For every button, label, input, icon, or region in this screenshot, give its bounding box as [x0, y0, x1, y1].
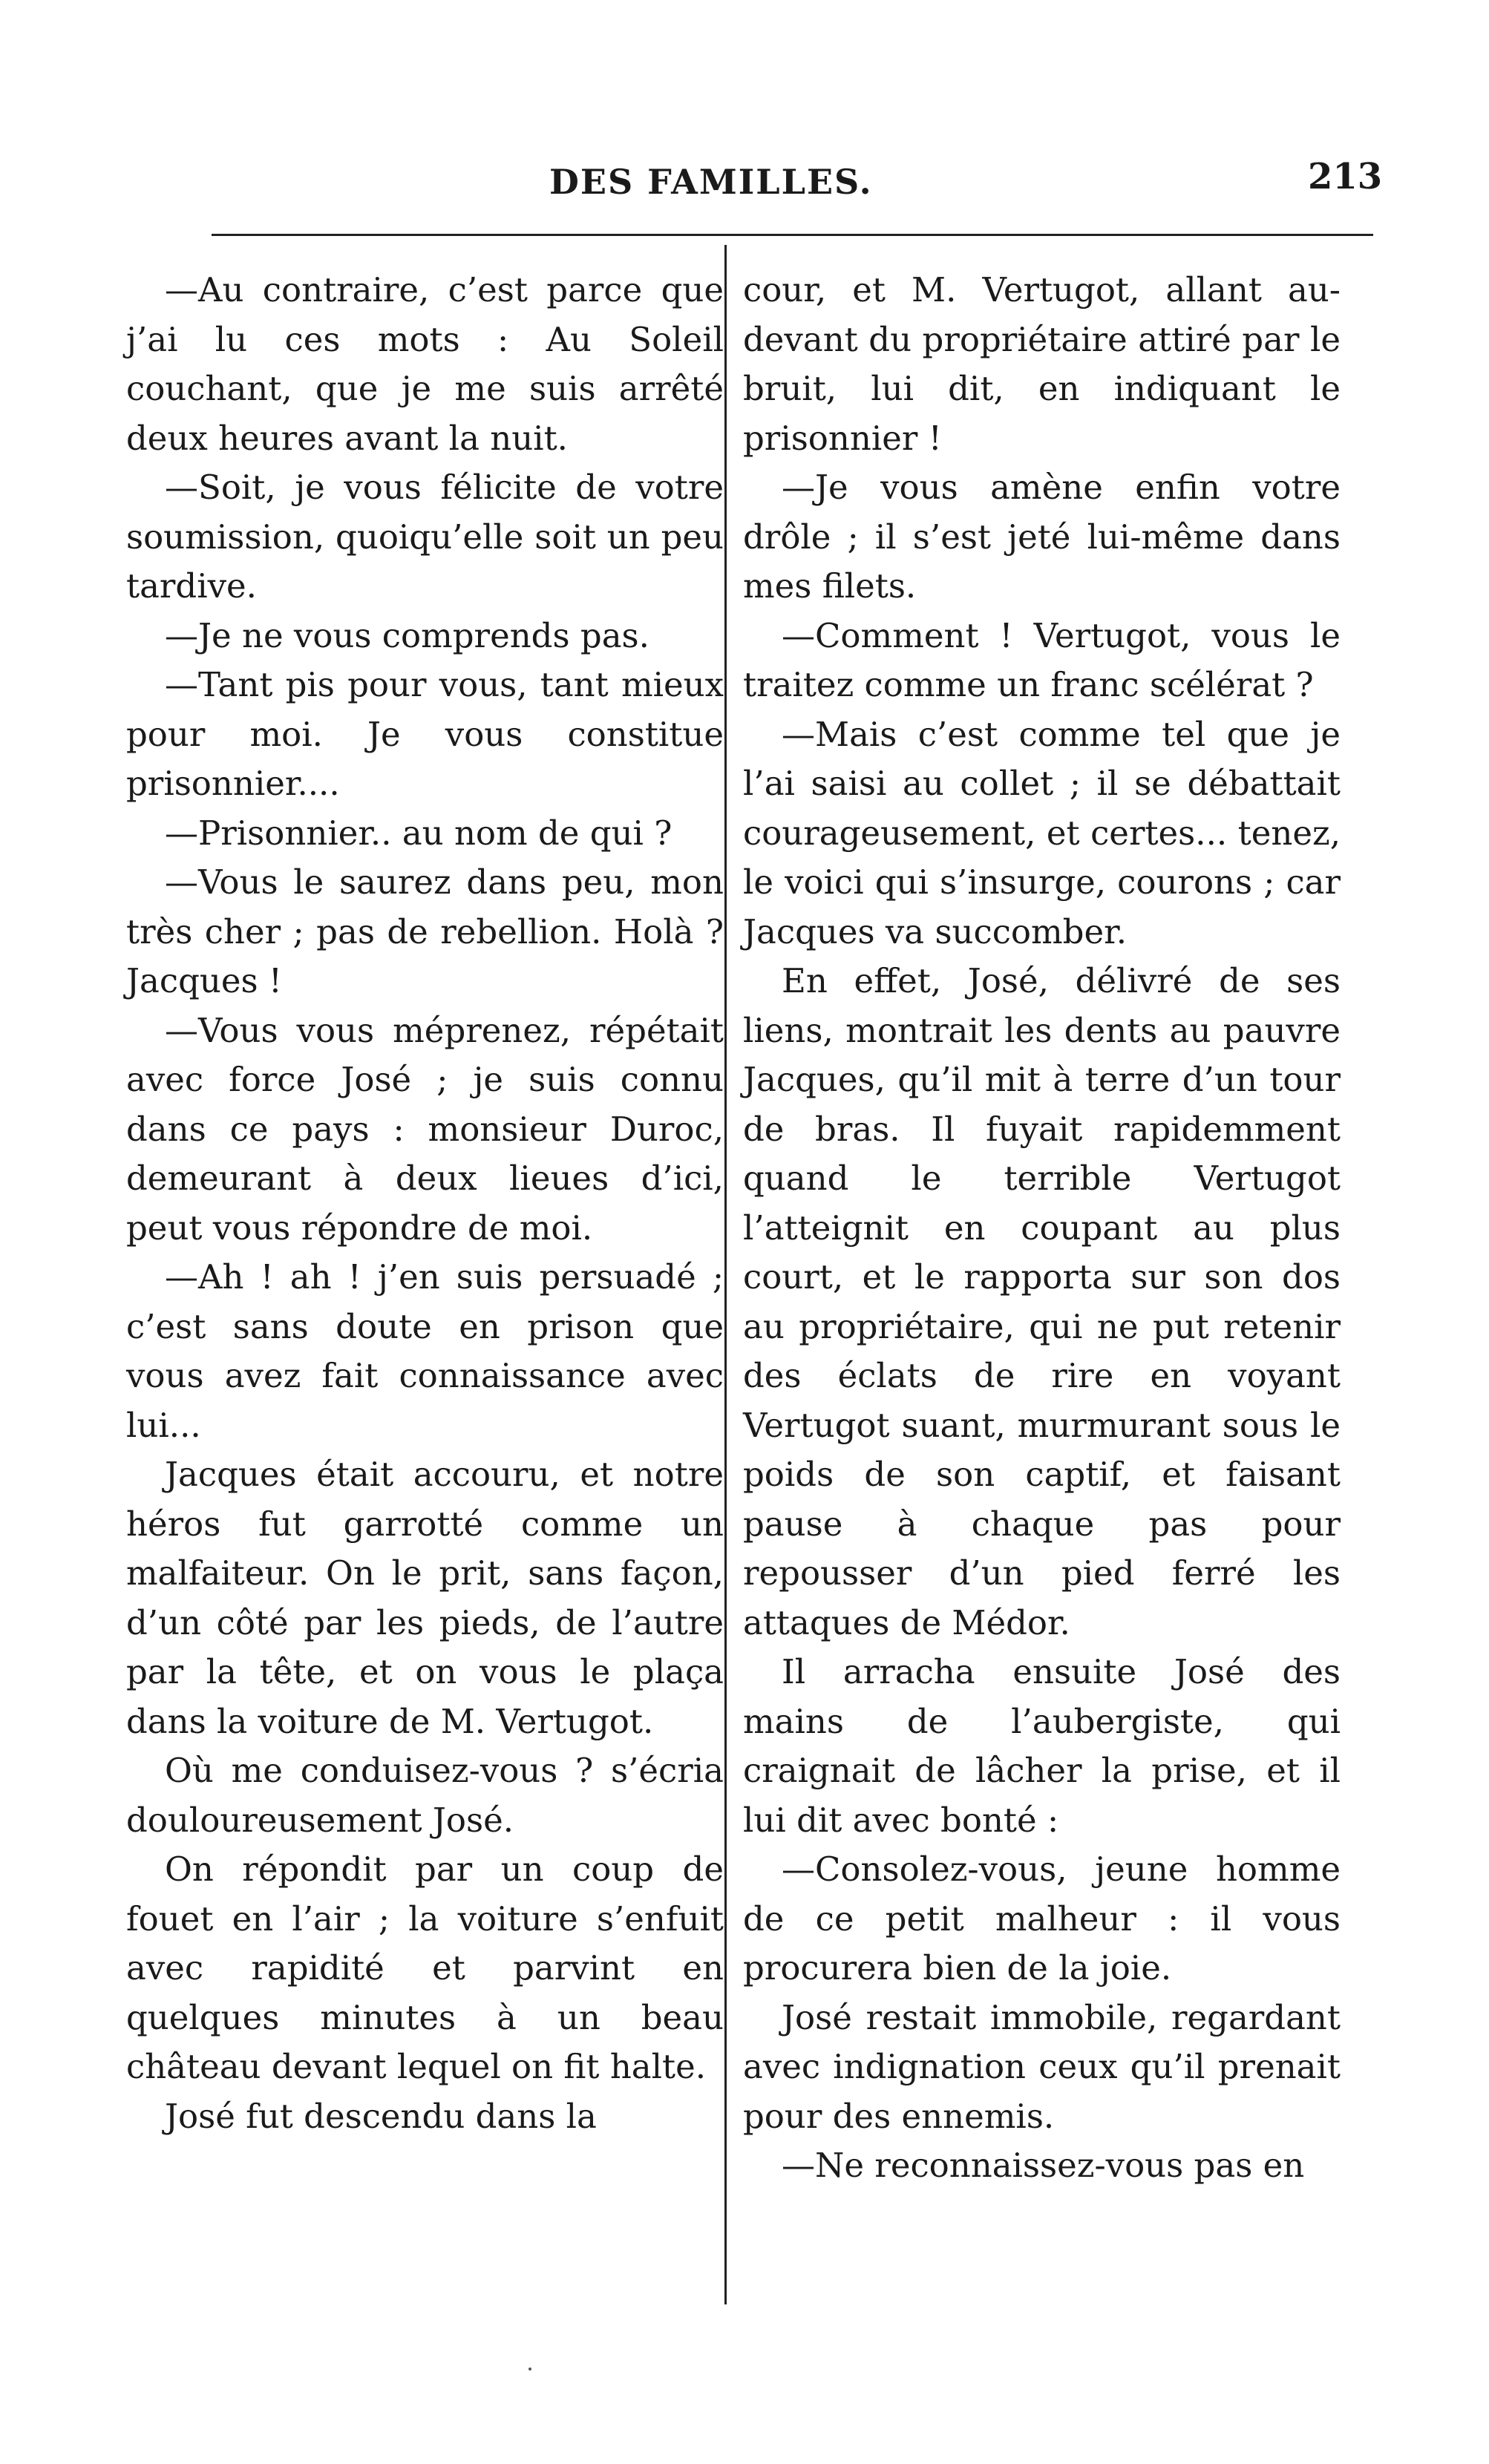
paragraph: —Prisonnier.. au nom de qui ? [165, 813, 672, 853]
paragraph: Où me conduisez-vous ? s’écria douloureusement José. [126, 1751, 724, 1840]
paragraph: —Soit, je vous félicite de votre soumission, quoiqu’elle soit un peu tardive. [126, 468, 724, 606]
header-rule [212, 234, 1373, 236]
paragraph: —Au contraire, c’est parce que j’ai lu ces mots : Au Soleil couchant, que je me suis arrêté deux heures avant la nuit. [126, 270, 724, 458]
paragraph: On répondit par un coup de fouet en l’air ; la voiture s’enfuit avec rapidité et parvint en quelques minutes à un beau château devant lequel on fit halte. [126, 1849, 724, 2086]
running-title: DES FAMILLES. [549, 162, 873, 202]
paragraph: —Consolez-vous, jeune homme de ce petit malheur : il vous procurera bien de la joie. [743, 1849, 1341, 1988]
paragraph: cour, et M. Vertugot, allant au-devant du propriétaire attiré par le bruit, lui dit, en indiquant le prisonnier ! [743, 270, 1341, 458]
paragraph: —Ah ! ah ! j’en suis persuadé ; c’est sans doute en prison que vous avez fait connaissance avec lui... [126, 1257, 724, 1445]
paragraph: —Vous vous méprenez, répétait avec force José ; je suis connu dans ce pays : monsieur Duroc, demeurant à deux lieues d’ici, peut vous répondre de moi. [126, 1010, 724, 1248]
paragraph: —Ne reconnaissez-vous pas en [782, 2146, 1305, 2185]
page-number: 213 [1308, 156, 1383, 197]
paragraph: —Vous le saurez dans peu, mon très cher ; pas de rebellion. Holà ? Jacques ! [126, 862, 724, 1000]
paragraph: —Je vous amène enfin votre drôle ; il s’est jeté lui-même dans mes filets. [743, 468, 1341, 606]
paragraph: —Mais c’est comme tel que je l’ai saisi au collet ; il se débattait courageusement, et certes... tenez, le voici qui s’insurge, courons ; car Jacques va succomber. [743, 714, 1341, 951]
paragraph: José fut descendu dans la [165, 2096, 597, 2136]
paper-speck [528, 2368, 531, 2370]
right-column [743, 266, 1341, 2191]
column-divider [724, 245, 727, 2304]
paragraph: José restait immobile, regardant avec indignation ceux qu’il prenait pour des ennemis. [743, 1997, 1341, 2136]
paragraph: —Tant pis pour vous, tant mieux pour moi. Je vous constitue prisonnier.... [126, 665, 724, 803]
paragraph: Jacques était accouru, et notre héros fut garrotté comme un malfaiteur. On le prit, sans façon, d’un côté par les pieds, de l’autre par la tête, et on vous le plaça dans la voiture de M. Vertugot. [126, 1455, 724, 1741]
left-column [126, 266, 724, 2141]
paragraph: En effet, José, délivré de ses liens, montrait les dents au pauvre Jacques, qu’il mit à terre d’un tour de bras. Il fuyait rapidemment quand le terrible Vertugot l’atteignit en coupant au plus court, et le rapporta sur son dos au propriétaire, qui ne put retenir des éclats de rire en voyant Vertugot suant, murmurant sous le poids de son captif, et faisant pause à chaque pas pour repousser d’un pied ferré les attaques de Médor. [743, 961, 1341, 1642]
paragraph: —Comment ! Vertugot, vous le traitez comme un franc scélérat ? [743, 615, 1341, 704]
paragraph: —Je ne vous comprends pas. [165, 615, 649, 655]
paragraph: Il arracha ensuite José des mains de l’aubergiste, qui craignait de lâcher la prise, et il lui dit avec bonté : [743, 1652, 1341, 1840]
